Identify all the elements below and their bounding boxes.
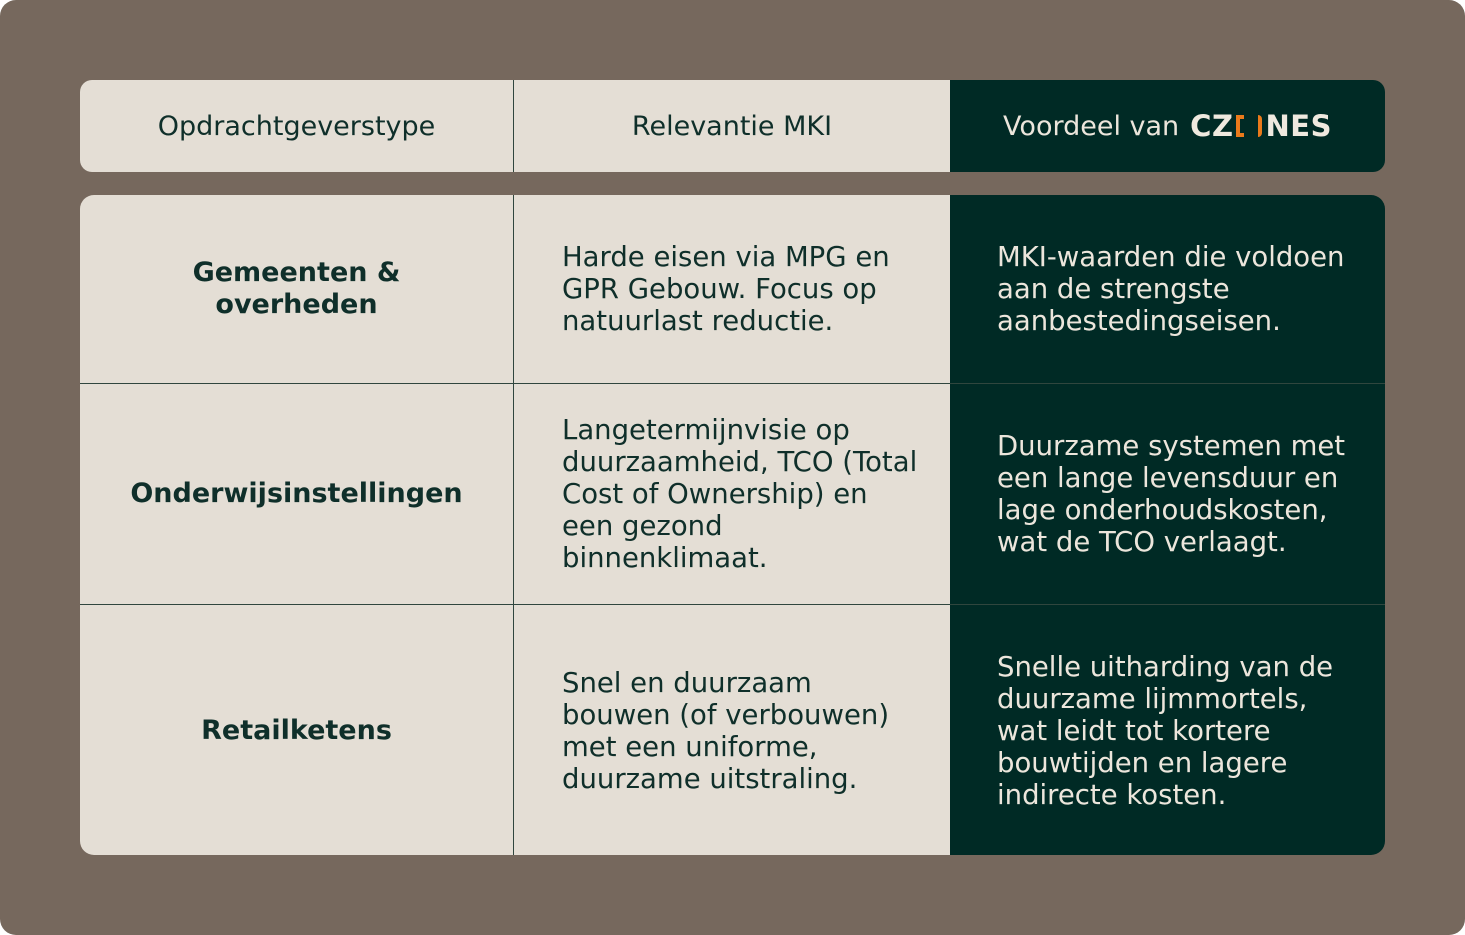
row-relevance: Snel en duurzaam bouwen (of verbouwen) met een uniforme, duurzame uitstraling. <box>514 605 950 855</box>
logo-text-right: NES <box>1265 109 1332 143</box>
logo-o-icon <box>1236 115 1262 137</box>
czones-logo <box>1190 109 1332 143</box>
row-type: Gemeenten & overheden <box>80 195 514 383</box>
header-opdrachtgeverstype: Opdrachtgeverstype <box>80 80 514 172</box>
row-advantage: Snelle uitharding van de duurzame lijmmortels, wat leidt tot kortere bouwtijden en lagere indirecte kosten. <box>950 605 1385 855</box>
row-relevance: Langetermijnvisie op duurzaamheid, TCO (Total Cost of Ownership) en een gezond binnenklimaat. <box>514 384 950 604</box>
table-row <box>80 605 1385 855</box>
row-type: Retailketens <box>80 605 514 855</box>
row-relevance: Harde eisen via MPG en GPR Gebouw. Focus op natuurlast reductie. <box>514 195 950 383</box>
table-row <box>80 384 1385 605</box>
header-relevantie-mki: Relevantie MKI <box>514 80 950 172</box>
table-body <box>80 195 1385 855</box>
table-header <box>80 80 1385 172</box>
row-type: Onderwijsinstellingen <box>80 384 514 604</box>
table-row <box>80 195 1385 384</box>
row-advantage: Duurzame systemen met een lange levensduur en lage onderhoudskosten, wat de TCO verlaagt. <box>950 384 1385 604</box>
logo-text-left: CZ <box>1190 109 1234 143</box>
header-voordeel-label: Voordeel van <box>1003 110 1180 142</box>
row-advantage: MKI-waarden die voldoen aan de strengste aanbestedingseisen. <box>950 195 1385 383</box>
header-voordeel <box>950 80 1385 172</box>
